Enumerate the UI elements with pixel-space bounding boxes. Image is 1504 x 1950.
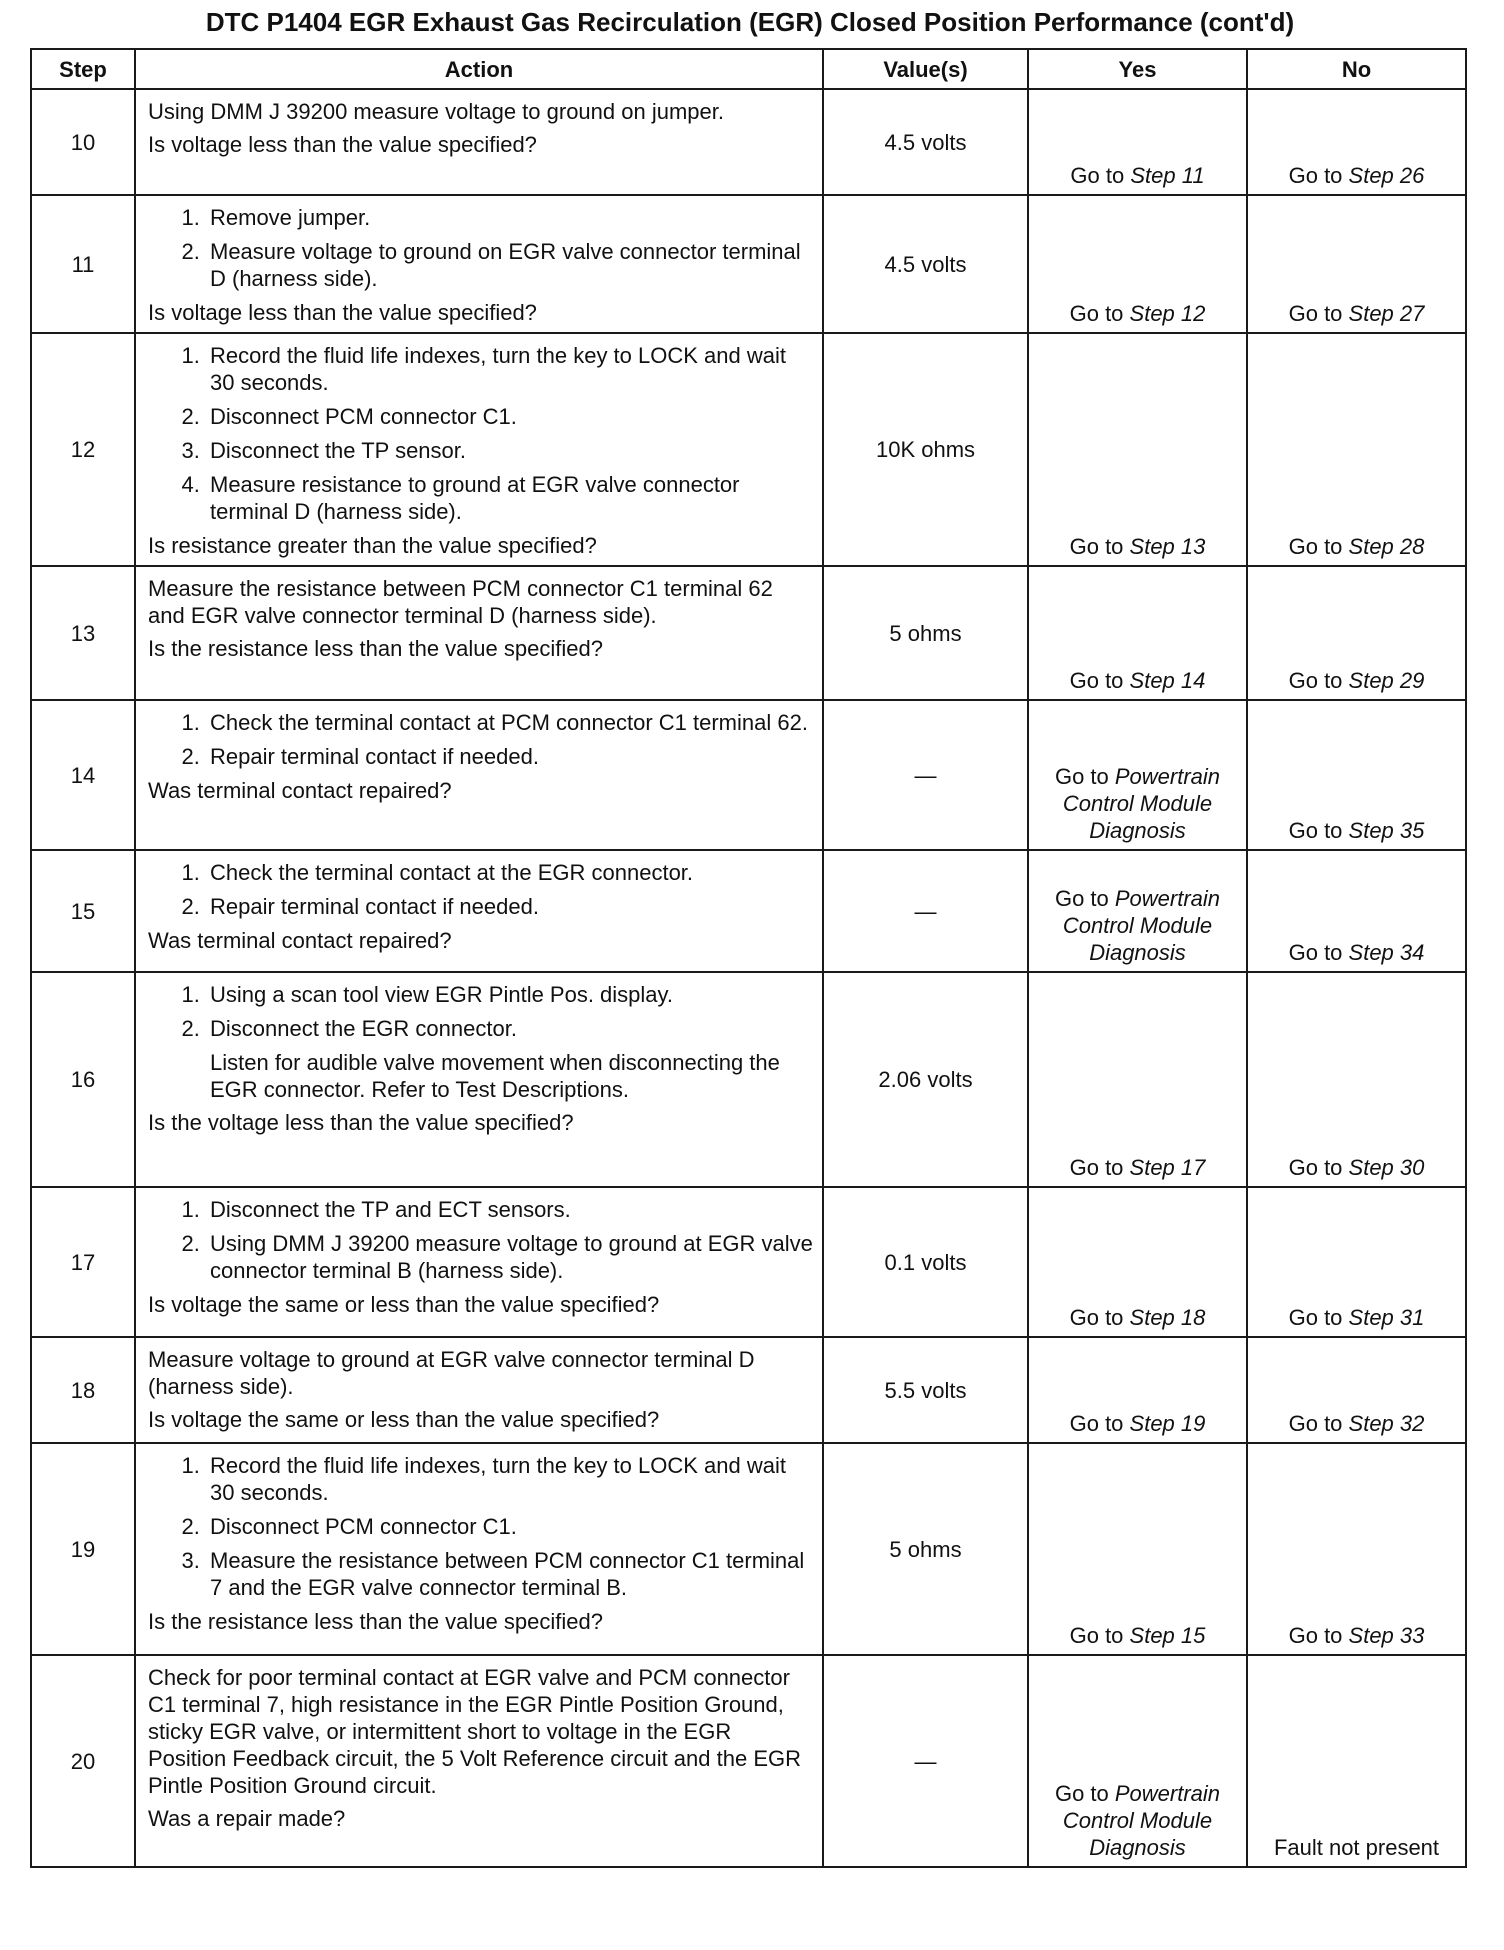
- no-prefix: Go to: [1288, 163, 1349, 188]
- yes-cell: [1028, 700, 1247, 850]
- table-row: [31, 333, 1466, 566]
- action-item: 2. Disconnect the EGR connector.: [206, 1015, 814, 1042]
- action-list: [148, 1196, 814, 1284]
- action-item: 1. Record the fluid life indexes, turn the key to LOCK and wait 30 seconds.: [206, 1452, 814, 1506]
- step-number: 12: [31, 333, 135, 566]
- header-value: Value(s): [823, 49, 1028, 89]
- step-number: 16: [31, 972, 135, 1187]
- header-yes: Yes: [1028, 49, 1247, 89]
- step-number: 18: [31, 1337, 135, 1443]
- action-item: 1. Record the fluid life indexes, turn the key to LOCK and wait 30 seconds.: [206, 342, 814, 396]
- yes-reference-line2: Control Module: [1062, 1808, 1213, 1833]
- step-number: 20: [31, 1655, 135, 1867]
- header-no: No: [1247, 49, 1466, 89]
- table-row: [31, 89, 1466, 195]
- action-list: [148, 981, 814, 1042]
- no-prefix: Go to: [1288, 940, 1349, 965]
- yes-reference-line3: Diagnosis: [1089, 818, 1186, 843]
- yes-reference-line3: Diagnosis: [1089, 940, 1186, 965]
- action-item: 3. Disconnect the TP sensor.: [206, 437, 814, 464]
- table-row: [31, 195, 1466, 333]
- yes-reference-block: [1055, 763, 1220, 844]
- step-number: 15: [31, 850, 135, 972]
- yes-cell: [1028, 1337, 1247, 1443]
- table-row: [31, 566, 1466, 700]
- action-text: Measure the resistance between PCM connector C1 terminal 62 and EGR valve connector terminal D (harness side).: [148, 576, 773, 628]
- header-action: Action: [135, 49, 823, 89]
- action-cell: [135, 1443, 823, 1655]
- yes-reference: Step 13: [1129, 534, 1206, 559]
- action-question: Is voltage the same or less than the value specified?: [148, 1407, 660, 1432]
- value-cell: 10K ohms: [823, 333, 1028, 566]
- table-row: [31, 850, 1466, 972]
- header-step: Step: [31, 49, 135, 89]
- table-row: [31, 1337, 1466, 1443]
- no-prefix: Go to: [1288, 1411, 1349, 1436]
- no-prefix: Go to: [1288, 668, 1349, 693]
- yes-cell: [1028, 850, 1247, 972]
- action-list: [148, 709, 814, 770]
- value-cell: —: [823, 700, 1028, 850]
- no-prefix: Go to: [1288, 1305, 1349, 1330]
- action-cell: [135, 1655, 823, 1867]
- table-row: [31, 1655, 1466, 1867]
- value-cell: —: [823, 1655, 1028, 1867]
- yes-reference-line2: Control Module: [1062, 913, 1213, 938]
- action-cell: [135, 850, 823, 972]
- no-cell: [1247, 972, 1466, 1187]
- action-cell: [135, 700, 823, 850]
- value-cell: 5 ohms: [823, 1443, 1028, 1655]
- action-question: Was terminal contact repaired?: [148, 778, 452, 803]
- value-cell: 4.5 volts: [823, 195, 1028, 333]
- yes-reference: Step 19: [1129, 1411, 1206, 1436]
- no-prefix: Go to: [1288, 301, 1349, 326]
- action-text: Using DMM J 39200 measure voltage to ground on jumper.: [148, 99, 724, 124]
- action-list: [148, 1452, 814, 1601]
- yes-cell: [1028, 1655, 1247, 1867]
- action-list: [148, 859, 814, 920]
- yes-prefix: Go to: [1070, 163, 1131, 188]
- yes-prefix: Go to: [1054, 1781, 1115, 1806]
- table-row: [31, 1187, 1466, 1337]
- yes-prefix: Go to: [1054, 764, 1115, 789]
- yes-cell: [1028, 1443, 1247, 1655]
- no-cell: [1247, 566, 1466, 700]
- no-prefix: Go to: [1288, 1623, 1349, 1648]
- yes-reference: Powertrain: [1114, 764, 1221, 789]
- yes-reference: Powertrain: [1114, 1781, 1221, 1806]
- yes-prefix: Go to: [1069, 1155, 1130, 1180]
- value-cell: 0.1 volts: [823, 1187, 1028, 1337]
- value-cell: 5 ohms: [823, 566, 1028, 700]
- yes-reference: Step 18: [1129, 1305, 1206, 1330]
- action-item: 2. Disconnect PCM connector C1.: [206, 1513, 814, 1540]
- yes-reference-block: [1055, 1780, 1220, 1861]
- no-reference: Step 27: [1348, 301, 1425, 326]
- action-item: 2. Using DMM J 39200 measure voltage to ground at EGR valve connector terminal B (harness side).: [206, 1230, 814, 1284]
- yes-prefix: Go to: [1069, 668, 1130, 693]
- no-reference: Step 35: [1348, 818, 1425, 843]
- action-question: Is resistance greater than the value specified?: [148, 533, 597, 558]
- action-cell: [135, 1187, 823, 1337]
- yes-reference-line3: Diagnosis: [1089, 1835, 1186, 1860]
- action-note: Listen for audible valve movement when disconnecting the EGR connector. Refer to Test Descriptions.: [210, 1050, 780, 1102]
- action-question: Is the voltage less than the value specified?: [148, 1110, 574, 1135]
- action-text: Check for poor terminal contact at EGR valve and PCM connector C1 terminal 7, high resistance in the EGR Pintle Position Ground, sticky EGR valve, or intermittent short to voltage in the EGR Position Feedback circuit, the 5 Volt Reference circuit and the EGR Pintle Position Ground circuit.: [148, 1665, 801, 1798]
- no-cell: [1247, 195, 1466, 333]
- table-row: [31, 972, 1466, 1187]
- action-question: Is voltage less than the value specified?: [148, 300, 537, 325]
- action-item: 1. Remove jumper.: [206, 204, 814, 231]
- action-cell: [135, 333, 823, 566]
- no-reference: Step 29: [1348, 668, 1425, 693]
- action-question: Is the resistance less than the value specified?: [148, 1609, 603, 1634]
- no-cell: Fault not present: [1247, 1655, 1466, 1867]
- step-number: 19: [31, 1443, 135, 1655]
- yes-reference: Powertrain: [1114, 886, 1221, 911]
- action-cell: [135, 89, 823, 195]
- yes-cell: [1028, 195, 1247, 333]
- no-reference: Step 34: [1348, 940, 1425, 965]
- no-cell: [1247, 1187, 1466, 1337]
- yes-reference-block: [1055, 885, 1220, 966]
- no-cell: [1247, 850, 1466, 972]
- step-number: 17: [31, 1187, 135, 1337]
- no-cell: [1247, 89, 1466, 195]
- action-item: 1. Disconnect the TP and ECT sensors.: [206, 1196, 814, 1223]
- value-cell: 2.06 volts: [823, 972, 1028, 1187]
- no-cell: [1247, 1337, 1466, 1443]
- value-cell: 4.5 volts: [823, 89, 1028, 195]
- value-cell: —: [823, 850, 1028, 972]
- yes-reference: Step 15: [1129, 1623, 1206, 1648]
- action-item: 1. Check the terminal contact at PCM connector C1 terminal 62.: [206, 709, 814, 736]
- step-number: 10: [31, 89, 135, 195]
- action-item: 2. Repair terminal contact if needed.: [206, 893, 814, 920]
- no-cell: [1247, 1443, 1466, 1655]
- page-title: DTC P1404 EGR Exhaust Gas Recirculation (EGR) Closed Position Performance (cont'd): [205, 7, 1295, 37]
- no-prefix: Go to: [1288, 534, 1349, 559]
- diagnostic-table: [30, 48, 1467, 1868]
- action-list: [148, 204, 814, 292]
- action-list: [148, 342, 814, 525]
- no-cell: [1247, 333, 1466, 566]
- action-item: 2. Repair terminal contact if needed.: [206, 743, 814, 770]
- action-item: 2. Measure voltage to ground on EGR valve connector terminal D (harness side).: [206, 238, 814, 292]
- no-reference: Step 32: [1348, 1411, 1425, 1436]
- value-cell: 5.5 volts: [823, 1337, 1028, 1443]
- step-number: 14: [31, 700, 135, 850]
- action-item: 1. Check the terminal contact at the EGR connector.: [206, 859, 814, 886]
- action-question: Was terminal contact repaired?: [148, 928, 452, 953]
- yes-reference: Step 17: [1129, 1155, 1206, 1180]
- yes-cell: [1028, 89, 1247, 195]
- no-prefix: Go to: [1288, 818, 1349, 843]
- action-item: 3. Measure the resistance between PCM connector C1 terminal 7 and the EGR valve connector terminal B.: [206, 1547, 814, 1601]
- no-reference: Step 30: [1348, 1155, 1425, 1180]
- table-header-row: [31, 49, 1466, 89]
- yes-prefix: Go to: [1054, 886, 1115, 911]
- action-item: 2. Disconnect PCM connector C1.: [206, 403, 814, 430]
- yes-reference: Step 12: [1129, 301, 1206, 326]
- step-number: 11: [31, 195, 135, 333]
- yes-reference: Step 11: [1130, 163, 1205, 188]
- yes-prefix: Go to: [1069, 1411, 1130, 1436]
- action-question: Is the resistance less than the value specified?: [148, 636, 603, 661]
- action-cell: [135, 566, 823, 700]
- yes-cell: [1028, 972, 1247, 1187]
- table-row: [31, 700, 1466, 850]
- no-reference: Step 33: [1348, 1623, 1425, 1648]
- yes-cell: [1028, 333, 1247, 566]
- step-number: 13: [31, 566, 135, 700]
- yes-prefix: Go to: [1069, 301, 1130, 326]
- action-item: 4. Measure resistance to ground at EGR valve connector terminal D (harness side).: [206, 471, 814, 525]
- action-question: Is voltage the same or less than the value specified?: [148, 1292, 660, 1317]
- yes-reference-line2: Control Module: [1062, 791, 1213, 816]
- no-reference: Step 31: [1348, 1305, 1425, 1330]
- action-item: 1. Using a scan tool view EGR Pintle Pos. display.: [206, 981, 814, 1008]
- yes-cell: [1028, 1187, 1247, 1337]
- action-cell: [135, 1337, 823, 1443]
- yes-reference: Step 14: [1129, 668, 1206, 693]
- action-text: Measure voltage to ground at EGR valve connector terminal D (harness side).: [148, 1347, 755, 1399]
- no-reference: Step 28: [1348, 534, 1425, 559]
- action-cell: [135, 195, 823, 333]
- action-question: Is voltage less than the value specified?: [148, 132, 537, 157]
- no-cell: [1247, 700, 1466, 850]
- table-row: [31, 1443, 1466, 1655]
- yes-cell: [1028, 566, 1247, 700]
- action-cell: [135, 972, 823, 1187]
- no-reference: Step 26: [1348, 163, 1425, 188]
- yes-prefix: Go to: [1069, 1623, 1130, 1648]
- action-question: Was a repair made?: [148, 1806, 346, 1831]
- yes-prefix: Go to: [1069, 1305, 1130, 1330]
- yes-prefix: Go to: [1069, 534, 1130, 559]
- no-prefix: Go to: [1288, 1155, 1349, 1180]
